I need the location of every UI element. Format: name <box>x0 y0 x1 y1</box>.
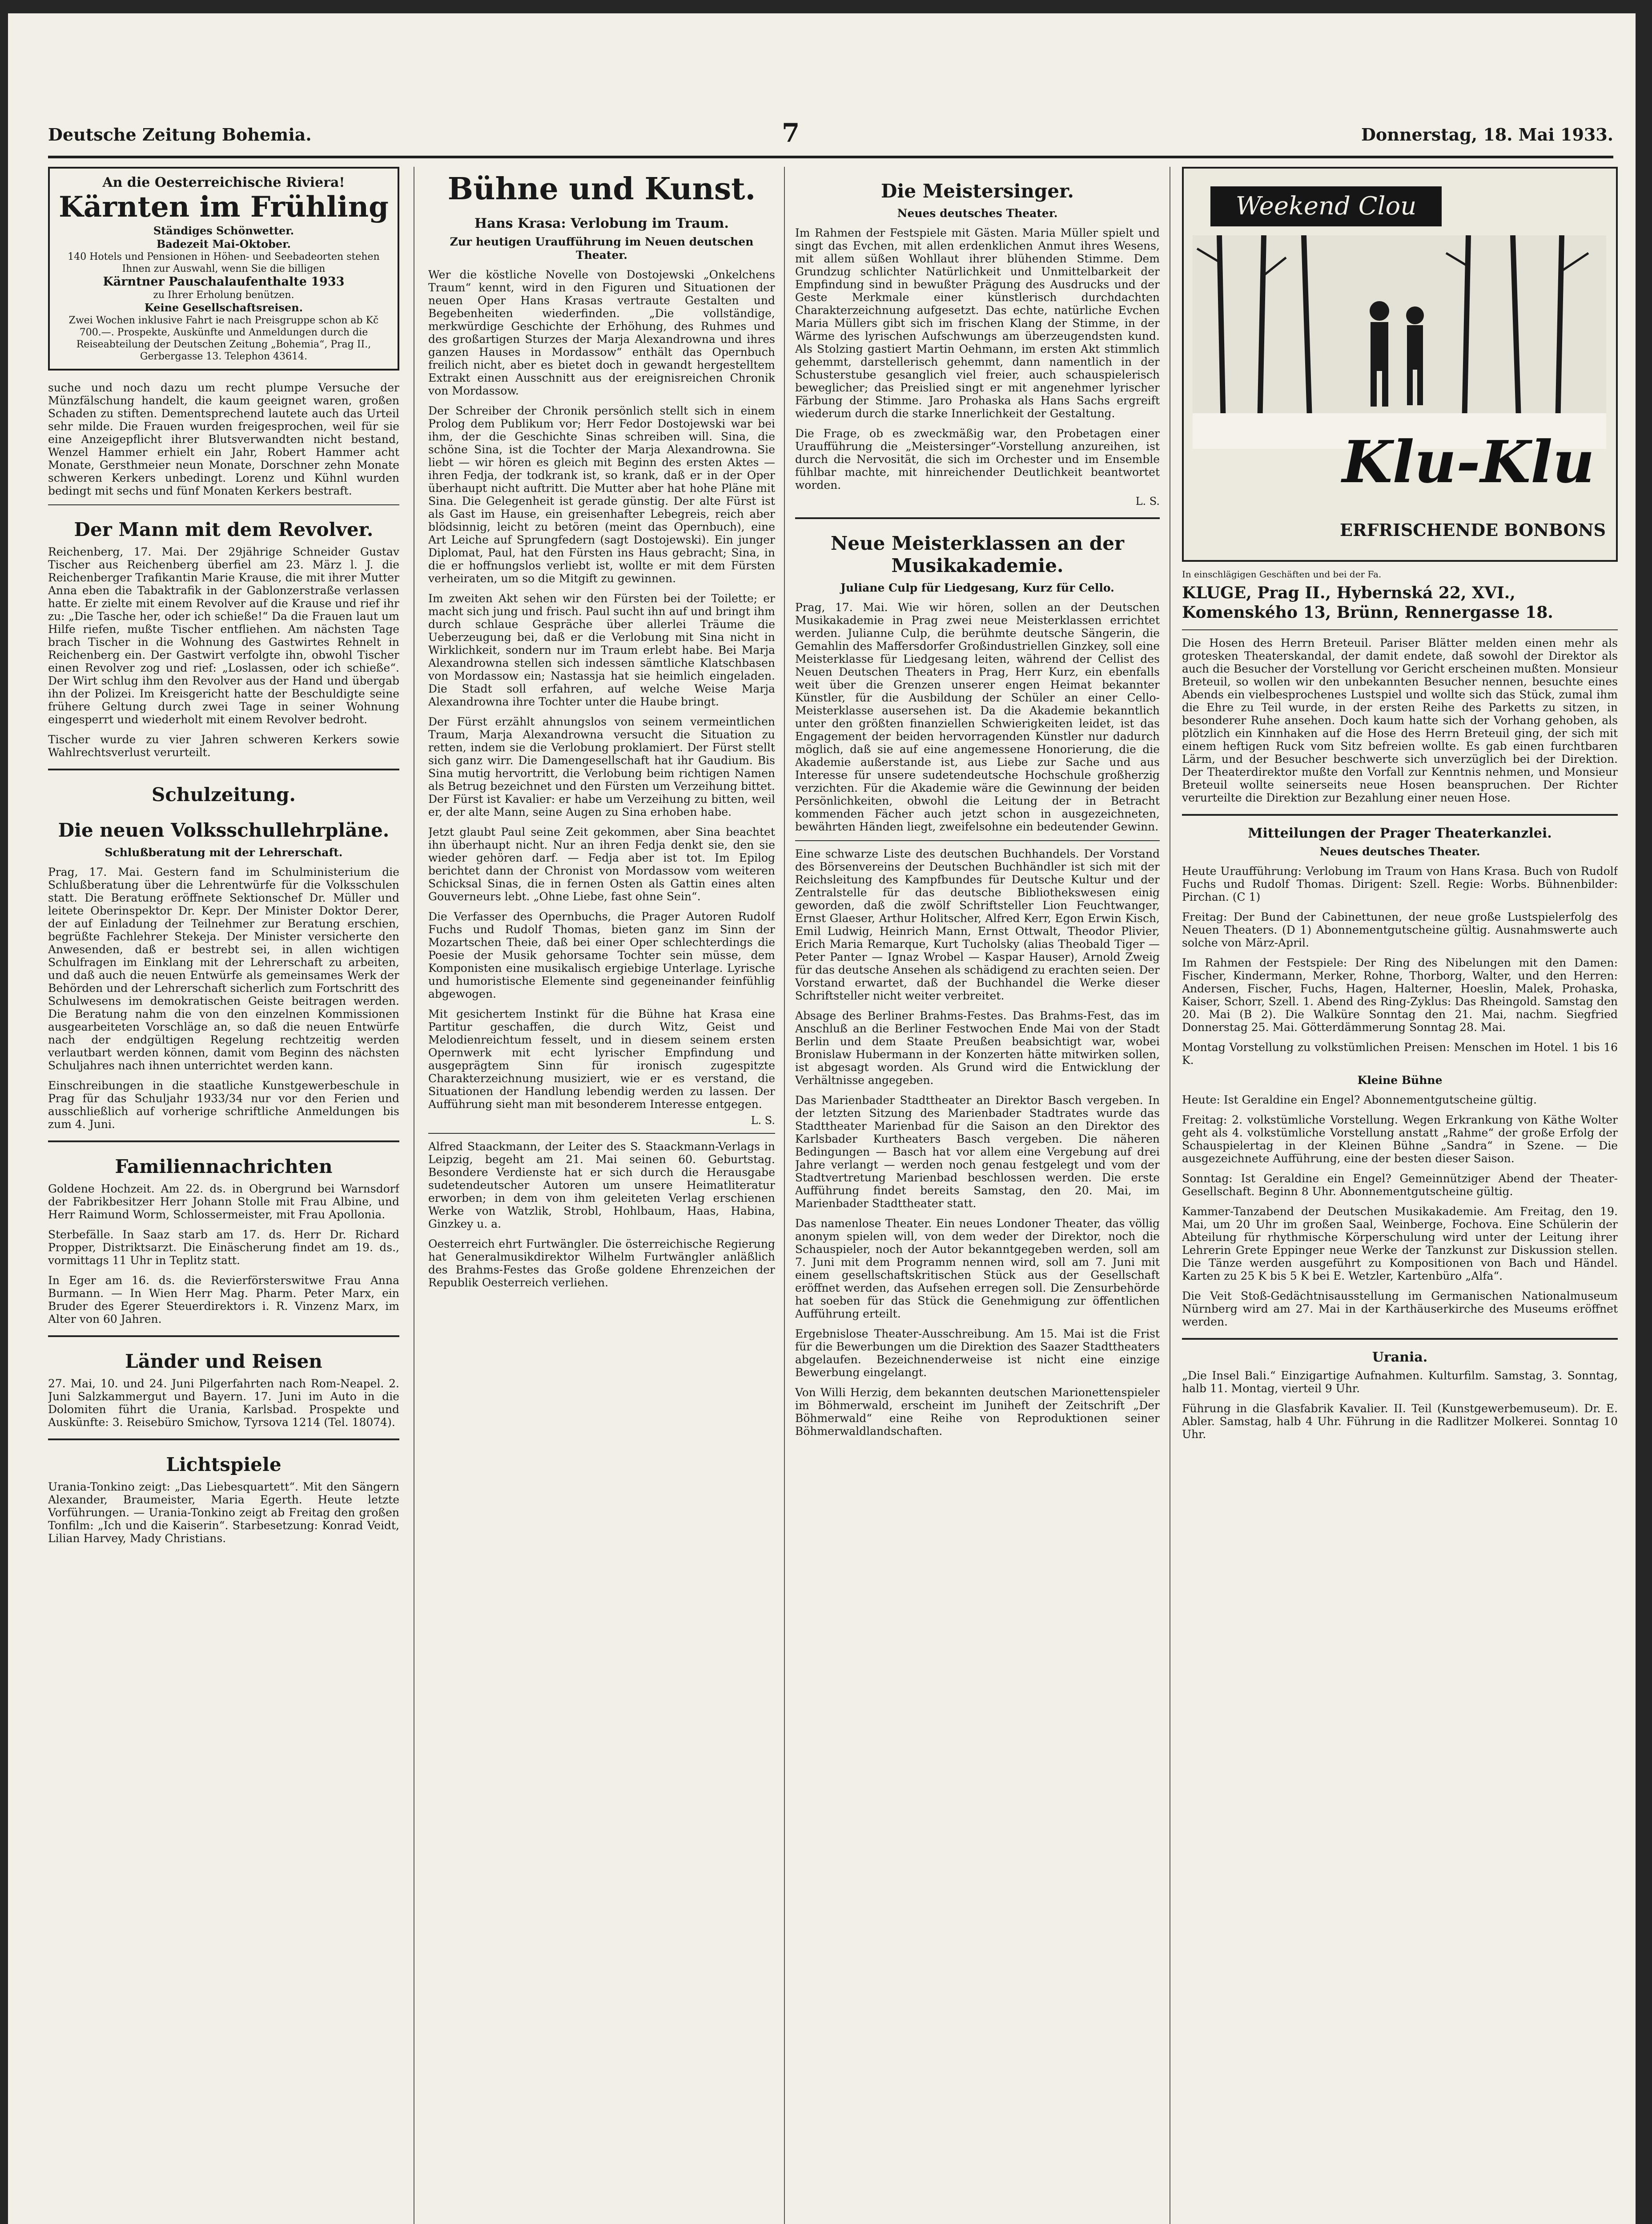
article-paragraph: Von Willi Herzig, dem bekannten deutschen Marionettenspieler im Böhmerwald, erscheint im Juniheft der Zeitschrift „Der Böhmerwald“ eine Reihe von Reproduktionen seiner Böhmerwaldlandschaften. <box>795 1386 1160 1438</box>
article-paragraph: Goldene Hochzeit. Am 22. ds. in Obergrund bei Warnsdorf der Fabrikbesitzer Herr Johann Stolle mit Frau Albine, und Herr Raimund Worm, Schlossermeister, mit Frau Apollonia. <box>48 1182 399 1221</box>
article-paragraph: Sterbefälle. In Saaz starb am 17. ds. Herr Dr. Richard Propper, Distriktsarzt. Die Einäscherung findet am 19. ds., vormittags 11 Uhr in Teplitz statt. <box>48 1228 399 1267</box>
article-paragraph: Kammer-Tanzabend der Deutschen Musikakademie. Am Freitag, den 19. Mai, um 20 Uhr im großen Saal, Weinberge, Fochova. Eine Schülerin der Abteilung für rhythmische Körperschulung wird unter der Leitung ihrer Lehrerin Grete Eppinger neue Werke der Tanzkunst zur Diskussion stellen. Die Tänze werden ausgeführt zu Kompositionen von Bach und Händel. Karten zu 25 K bis 5 K bei E. Wetzler, Kartenbüro „Alfa“. <box>1182 1205 1618 1282</box>
divider <box>795 517 1160 519</box>
newspaper-page <box>8 13 1636 2224</box>
ad-tagline: ERFRISCHENDE BONBONS <box>1339 520 1606 540</box>
article-paragraph: In Eger am 16. ds. die Revierförsterswitwe Frau Anna Burmann. — In Wien Herr Mag. Pharm. Peter Marx, ein Bruder des Egerer Steuerdirektors i. R. Vinzenz Marx, im Alter von 60 Jahren. <box>48 1274 399 1326</box>
article-heading: Die Meistersinger. <box>881 180 1074 202</box>
divider <box>48 1438 399 1440</box>
article-signature: L. S. <box>1135 495 1160 508</box>
article-paragraph: Die Frage, ob es zweckmäßig war, den Probetagen einer Uraufführung die „Meistersinger“-Vorstellung anzureihen, ist durch die Nervosität, die sich im Orchester und im Ensemble fühlbar machte, mit hinreichender Deutlichkeit beantwortet worden. <box>795 427 1160 492</box>
divider <box>428 1133 775 1134</box>
article-paragraph: Das namenlose Theater. Ein neues Londoner Theater, das völlig anonym spielen will, von dem weder der Direktor, noch die Schauspieler, noch der Autor bekanntgegeben werden, soll am 7. Juni mit dem Programm nennen wird, soll am 7. Juni mit einem gesellschaftskritischen Stück aus der Gesellschaft eröffnet werden, das Aufsehen erregen soll. Die Zensurbehörde hat soeben für das Stück die Genehmigung zur öffentlichen Aufführung erteilt. <box>795 1217 1160 1320</box>
ad-line: Ständiges Schönwetter. <box>153 224 294 237</box>
article-paragraph: Ergebnislose Theater-Ausschreibung. Am 15. Mai ist die Frist für die Bewerbungen um die Direktion des Saazer Stadttheaters abgelaufen. Bezeichnenderweise ist nicht eine einzige Bewerbung eingelangt. <box>795 1327 1160 1379</box>
article-heading: Mitteilungen der Prager Theaterkanzlei. <box>1248 826 1552 841</box>
article-paragraph: Der Schreiber der Chronik persönlich stellt sich in einem Prolog dem Publikum vor; Herr Fedor Dostojewski war bei ihm, der die Geschichte Sinas schreiben will. Sina, die schöne Sina, ist die Tochter der Marja Alexandrowna. Sie liebt — wir hören es gleich mit Beginn des ersten Aktes — ihren Fedja, der todkrank ist, so krank, daß er in der Oper überhaupt nicht auftritt. Die Mutter aber hat hohe Pläne mit Sina. Die Gelegenheit ist gerade günstig. Der alte Fürst ist als Gast im Hause, ein greisenhafter Lebegreis, reich aber blödsinnig, leicht zu betören (meint das Opernbuch), eine Art Leiche auf Sprungfedern (sagt Dostojewski). Ein junger Diplomat, Paul, hat den Fürsten ins Haus gebracht; Sina, in die er hoffnungslos verliebt ist, wollte er mit dem Fürsten verheiraten, um so die Mitgift zu gewinnen. <box>428 404 775 585</box>
article-paragraph: Freitag: Der Bund der Cabinettunen, der neue große Lustspielerfolg des Neuen Theaters. (D 1) Abonnementgutscheine gültig. Ausnahmswerte auch solche von März-April. <box>1182 911 1618 949</box>
article-paragraph: suche und noch dazu um recht plumpe Versuche der Münzfälschung handelt, die kaum geeignet waren, großen Schaden zu stiften. Dementsprechend lautete auch das Urteil sehr milde. Die Frauen wurden freigesprochen, weil für sie eine Anzeigepflicht ihrer Blutsverwandten nicht bestand, Wenzel Hammer erhielt ein Jahr, Robert Hammer acht Monate, Gersthmeier neun Monate, Dorschner zehn Monate schweren Kerkers unbedingt. Lorenz und Kühnl wurden bedingt mit sechs und fünf Monaten Kerkers bestraft. <box>48 381 399 497</box>
article-paragraph: Im Rahmen der Festspiele: Der Ring des Nibelungen mit den Damen: Fischer, Kindermann, Merker, Rohne, Thorborg, Walter, und den Herren: Andersen, Fischer, Fuchs, Hagen, Halterner, Hoeslin, Malek, Prohaska, Kaiser, Schorr, Szell. 1. Abend des Ring-Zyklus: Das Rheingold. Samstag den 20. Mai (B 2). Die Walküre Sonntag den 21. Mai, nachm. Siegfried Donnerstag 25. Mai. Götterdämmerung Sonntag 28. Mai. <box>1182 956 1618 1034</box>
divider <box>1182 814 1618 816</box>
article-subheading: Schlußberatung mit der Lehrerschaft. <box>105 846 343 859</box>
article-paragraph: Führung in die Glasfabrik Kavalier. II. Teil (Kunstgewerbemuseum). Dr. E. Abler. Samstag, halb 4 Uhr. Führung in die Radlitzer Molkerei. Sonntag 10 Uhr. <box>1182 1402 1618 1441</box>
article-heading: Die neuen Volksschullehrpläne. <box>58 819 390 841</box>
divider <box>1182 1338 1618 1340</box>
ad-line: Badezeit Mai-Oktober. <box>156 238 291 250</box>
ad-line: zu Ihrer Erholung benützen. <box>153 290 294 301</box>
article-paragraph: „Die Insel Bali.“ Einzigartige Aufnahmen. Kulturfilm. Samstag, 3. Sonntag, halb 11. Montag, vierteil 9 Uhr. <box>1182 1369 1618 1395</box>
article-heading: Hans Krasa: Verlobung im Traum. <box>474 216 729 231</box>
article-paragraph: Eine schwarze Liste des deutschen Buchhandels. Der Vorstand des Börsenvereins der Deutschen Buchhändler ist sich mit der Reichsleitung des Kampfbundes für Deutsche Kultur und der Zentralstelle für das deutsche Bibliothekswesen einig geworden, daß die zwölf Schriftsteller Lion Feuchtwanger, Ernst Glaeser, Arthur Holitscher, Alfred Kerr, Egon Erwin Kisch, Emil Ludwig, Heinrich Mann, Ernst Ottwalt, Theodor Plivier, Erich Maria Remarque, Kurt Tucholsky (alias Theobald Tiger — Peter Panter — Ignaz Wrobel — Kaspar Hauser), Arnold Zweig für das deutsche Ansehen als schädigend zu erachten seien. Der Vorstand erwartet, daß der Buchhandel die Werke dieser Schriftsteller nicht weiter verbreitet. <box>795 847 1160 1002</box>
divider <box>48 1140 399 1142</box>
ad-brand-name: Klu-Klu <box>1342 428 1595 496</box>
article-paragraph: Reichenberg, 17. Mai. Der 29jährige Schneider Gustav Tischer aus Reichenberg überfiel am 23. März l. J. die Reichenberger Trafikantin Marie Krause, die mit ihrer Mutter Anna eben die Tabaktrafik in der Gablonzerstraße verlassen hatte. Er zielte mit einem Revolver auf die Krause und rief ihr zu: „Die Tasche her, oder ich schieße!“ Da die Frauen laut um Hilfe riefen, mußte Tischer entfliehen. Am nächsten Tage brach Tischer in die Wohnung des Gastwirtes Rehnelt in Reichenberg ein. Der Gastwirt verfolgte ihn, obwohl Tischer einen Revolver zog und rief: „Loslassen, oder ich schieße“. Der Wirt schlug ihm den Revolver aus der Hand und übergab ihn der Polizei. Im Kreisgericht hatte der Beschuldigte seine frühere Geltung durch zwei Tage in seiner Wohnung eingesperrt und wiederholt mit einem Revolver bedroht. <box>48 545 399 726</box>
column-3 <box>795 167 1160 2224</box>
article-paragraph: Tischer wurde zu vier Jahren schweren Kerkers sowie Wahlrechtsverlust verurteilt. <box>48 733 399 759</box>
issue-date: Donnerstag, 18. Mai 1933. <box>1361 125 1613 145</box>
article-paragraph: Freitag: 2. volkstümliche Vorstellung. Wegen Erkrankung von Käthe Wolter geht als 4. volkstümliche Vorstellung anstatt „Rahme“ der große Erfolg der Schauspielertag in der Kleinen Bühne „Sandra“ in Szene. — Die ausgezeichnete Aufführung, eine der besten dieser Saison. <box>1182 1113 1618 1165</box>
article-paragraph: Der Fürst erzählt ahnungslos von seinem vermeintlichen Traum, Marja Alexandrowna versucht die Situation zu retten, indem sie die Verlobung proklamiert. Der Fürst stellt sich ganz wirr. Die Damengesellschaft hat ihr Gaudium. Bis Sina mutig hervortritt, die Verlobung beim richtigen Namen als Betrug bezeichnet und den Fürsten um Verzeihung bittet. Der Fürst ist Kavalier: er habe um Verzeihung zu bitten, weil er, der alte Mann, seine Augen zu Sina erhoben habe. <box>428 715 775 818</box>
article-subheading: Neues deutsches Theater. <box>897 207 1058 220</box>
column-2 <box>428 167 775 2224</box>
divider <box>795 840 1160 841</box>
ad-headline: Kärnten im Frühling <box>59 190 389 224</box>
divider <box>48 1335 399 1337</box>
ad-line: Kärntner Pauschalaufenthalte 1933 <box>103 275 345 289</box>
article-paragraph: Jetzt glaubt Paul seine Zeit gekommen, aber Sina beachtet ihn überhaupt nicht. Nur an ihren Fedja denkt sie, den sie wieder gehören darf. — Fedja aber ist tot. Im Epilog berichtet dann der Chronist von Mordassow vom weiteren Schicksal Sinas, die in fernen Osten als Gattin eines alten Gouverneurs lebt. „Ohne Liebe, fast ohne Sein“. <box>428 826 775 903</box>
ad-banner: Weekend Clou <box>1210 186 1442 226</box>
page-header <box>48 116 1613 158</box>
article-heading: Urania. <box>1372 1350 1428 1365</box>
ad-note: In einschlägigen Geschäften und bei der Fa. <box>1182 569 1382 580</box>
column-4 <box>1182 167 1618 2224</box>
article-paragraph: Mit gesichertem Instinkt für die Bühne hat Krasa eine Partitur geschaffen, die durch Witz, Geist und Melodienreichtum fesselt, und in diesem seinem ersten Opernwerk mit echt lyrischer Empfindung und ausgeprägtem Sinn für ironisch zugespitzte Charakterzeichnung musiziert, wie er es verstand, die Situationen der Handlung lebendig werden zu lassen. Der Aufführung sieht man mit besonderem Interesse entgegen. <box>428 1007 775 1111</box>
section-heading: Schulzeitung. <box>152 784 296 806</box>
article-paragraph: Oesterreich ehrt Furtwängler. Die österreichische Regierung hat Generalmusikdirektor Wilhelm Furtwängler anläßlich des Brahms-Festes das Große goldene Ehrenzeichen der Republik Oesterreich verliehen. <box>428 1237 775 1289</box>
ad-line: An die Oesterreichische Riviera! <box>102 175 345 190</box>
article-paragraph: Einschreibungen in die staatliche Kunstgewerbeschule in Prag für das Schuljahr 1933/34 nur vor den Ferien und ausschließlich auf vorherige schriftliche Anmeldungen bis zum 4. Juni. <box>48 1079 399 1131</box>
article-paragraph: Im Rahmen der Festspiele mit Gästen. Maria Müller spielt und singt das Evchen, mit allen erdenklichen Anmut ihres Wesens, mit allem süßen Wohllaut ihrer blühenden Stimme. Dem Grundzug schlichter Natürlichkeit und Unmittelbarkeit der Empfindung sind in bewußter Prägung des Ausdrucks und der Geste Merkmale einer künstlerisch durchdachten Charakterzeichnung aufgesetzt. Das echte, natürliche Evchen Maria Müllers gibt sich im frischen Klang der Stimme, in der Wärme des lyrischen Aufschwungs am überzeugendsten kund. Als Stolzing gastiert Martin Oehmann, im ersten Akt stimmlich gehemmt, darstellerisch gehemmt, dann namentlich in der Schusterstube gesanglich viel freier, auch schauspielerisch beweglicher; das Preislied singt er mit angenehmer lyrischer Färbung der Stimme. Jaro Prohaska als Hans Sachs ergreift wiederum durch die starke Innerlichkeit der Gestaltung. <box>795 226 1160 420</box>
ad-address: KLUGE, Prag II., Hybernská 22, XVI., Komenského 13, Brünn, Rennergasse 18. <box>1182 584 1553 622</box>
article-subheading: Juliane Culp für Liedgesang, Kurz für Cello. <box>840 581 1114 594</box>
divider <box>48 769 399 770</box>
article-paragraph: Alfred Staackmann, der Leiter des S. Staackmann-Verlags in Leipzig, begeht am 21. Mai seinen 60. Geburtstag. Besondere Verdienste hat er sich durch die Herausgabe sudetendeutscher Autoren um unsere Heimatliteratur erworben; in dem von ihm geleiteten Verlag erschienen Werke von Watzlik, Strobl, Hohlbaum, Haas, Habina, Ginzkey u. a. <box>428 1140 775 1230</box>
column-rule <box>784 167 785 2224</box>
column-1 <box>48 167 399 2224</box>
divider <box>1182 629 1618 630</box>
article-signature: L. S. <box>751 1114 775 1127</box>
article-subheading: Zur heutigen Uraufführung im Neuen deutschen Theater. <box>450 235 754 262</box>
article-paragraph: Das Marienbader Stadttheater an Direktor Basch vergeben. In der letzten Sitzung des Marienbader Stadtrates wurde das Stadttheater Marienbad für die Saison an den Direktor des Karlsbader Kurtheaters Basch vergeben. Die näheren Bedingungen — Basch hat vor allem eine Vergebung auf drei Jahre verlangt — werden noch genau festgelegt und vom der Stadtvertretung Marienbad beschlossen werden. Die erste Aufführung findet bereits Samstag, den 20. Mai, im Marienbader Stadttheater statt. <box>795 1094 1160 1210</box>
article-paragraph: Die Hosen des Herrn Breteuil. Pariser Blätter melden einen mehr als grotesken Theaterskandal, der damit endete, daß sowohl der Direktor als auch die Besucher der Vorstellung vor Gericht erscheinen mußten. Monsieur Breteuil, so wollen wir den unbekannten Besucher nennen, besuchte eines Abends ein vielbesprochenes Lustspiel und wollte sich das Stück, zumal ihm die Ehre zu Teil wurde, in der ersten Reihe des Parketts zu sitzen, in besonderer Ruhe ansehen. Doch kaum hatte sich der Vorhang gehoben, als plötzlich ein Kinnhaken auf die Hose des Herrn Breteuil ging, der sich mit einem heftigen Ruck vom Sitz befreien wollte. Es gab einen furchtbaren Lärm, und der Besucher beschwerte sich unverzüglich bei der Direktion. Der Theaterdirektor mußte den Vorfall zur Kenntnis nehmen, und Monsieur Breteuil wollte seinerseits neue Hosen beanspruchen. Der Richter verurteilte die Direktion zur Bezahlung einer neuen Hose. <box>1182 637 1618 804</box>
ad-line: Zwei Wochen inklusive Fahrt ie nach Preisgruppe schon ab Kč 700.—. Prospekte, Auskünfte und Anmeldungen durch die Reiseabteilung der Deutschen Zeitung „Bohemia“, Prag II., Gerbergasse 13. Telephon 43614. <box>68 315 379 362</box>
section-heading: Lichtspiele <box>166 1454 281 1475</box>
article-paragraph: Die Veit Stoß-Gedächtnisausstellung im Germanischen Nationalmuseum Nürnberg wird am 27. Mai in der Karthäuserkirche des Museums eröffnet werden. <box>1182 1289 1618 1328</box>
klu-klu-advertisement <box>1182 167 1618 562</box>
winter-trees-illustration <box>1193 235 1606 449</box>
article-paragraph: Wer die köstliche Novelle von Dostojewski „Onkelchens Traum“ kennt, wird in den Figuren und Situationen der neuen Oper Hans Krasas vertraute Gestalten und Begebenheiten wiederfinden. „Die vollständige, merkwürdige Geschichte der Erhöhung, des Ruhmes und des großartigen Sturzes der Marja Alexandrowna und ihres ganzen Hauses in Mordassow“ enthält das Opernbuch freilich nicht, aber es bietet doch in gewandt hergestelltem Extrakt einen Ausschnitt aus der ereignisreichen Chronik von Mordassow. <box>428 268 775 397</box>
article-paragraph: Sonntag: Ist Geraldine ein Engel? Gemeinnütziger Abend der Theater-Gesellschaft. Beginn 8 Uhr. Abonnementgutscheine gültig. <box>1182 1172 1618 1198</box>
article-paragraph: Urania-Tonkino zeigt: „Das Liebesquartett“. Mit den Sängern Alexander, Braumeister, Maria Egerth. Heute letzte Vorführungen. — Urania-Tonkino zeigt ab Freitag den großen Tonfilm: „Ich und die Kaiserin“. Starbesetzung: Konrad Veidt, Lilian Harvey, Mady Christians. <box>48 1480 399 1545</box>
page-number: 7 <box>782 118 800 148</box>
article-paragraph: Absage des Berliner Brahms-Festes. Das Brahms-Fest, das im Anschluß an die Berliner Festwochen Ende Mai von der Stadt Berlin und dem Staate Preußen beabsichtigt war, wobei Bronislaw Hubermann in der Konzerten hätte mitwirken sollen, ist abgesagt worden. Als Grund wird die Entwicklung der Verhältnisse angegeben. <box>795 1009 1160 1087</box>
kaernten-advertisement <box>48 167 399 371</box>
article-paragraph: Im zweiten Akt sehen wir den Fürsten bei der Toilette; er macht sich jung und frisch. Paul sucht ihn auf und bringt ihm durch schlaue Gespräche über allerlei Träume die Ueberzeugung bei, daß er die Verlobung mit Sina nicht in Wirklichkeit, sondern nur im Traum erlebt habe. Bei Marja Alexandrowna stellen sich indessen sämtliche Klatschbasen von Mordassow ein; Nastassja hat sie heimlich eingeladen. Die Stadt soll erfahren, auf welche Weise Marja Alexandrowna ihre Tochter unter die Haube bringt. <box>428 592 775 708</box>
paper-name: Deutsche Zeitung Bohemia. <box>48 125 312 145</box>
section-heading: Familiennachrichten <box>115 1156 333 1177</box>
section-heading: Länder und Reisen <box>125 1350 322 1372</box>
article-paragraph: Prag, 17. Mai. Wie wir hören, sollen an der Deutschen Musikakademie in Prag zwei neue Meisterklassen errichtet werden. Julianne Culp, die berühmte deutsche Sängerin, die Gemahlin des Maffersdorfer Großindustriellen Ginzkey, soll eine Meisterklasse für Liedgesang leiten, während der Cellist des Neuen Deutschen Theaters in Prag, Herr Kurz, ein ebenfalls weit über die Grenzen unserer engen Heimat bekannter Künstler, für die Ausbildung der Schüler an einer Cello-Meisterklasse ausersehen ist. Da die Akademie bekanntlich unter den größten finanziellen Schwierigkeiten leidet, ist das Engagement der beiden hervorragenden Künstler nur dadurch möglich, daß sie auf eine angemessene Honorierung, die die Akademie außerstande ist, aus Liebe zur Sache und aus Interesse für unsere sudetendeutsche Hochschule großherzig verzichten. Für die Akademie wäre die Gewinnung der beiden Persönlichkeiten, obwohl die Leitung der in Betracht kommenden Fächer auch jetzt schon in ausgezeichneten, bewährten Händen liegt, zweifelsohne ein bedeutender Gewinn. <box>795 601 1160 833</box>
article-paragraph: Heute Uraufführung: Verlobung im Traum von Hans Krasa. Buch von Rudolf Fuchs und Rudolf Thomas. Dirigent: Szell. Regie: Worbs. Bühnenbilder: Pirchan. (C 1) <box>1182 865 1618 903</box>
section-heading: Bühne und Kunst. <box>447 171 756 207</box>
ad-line: Keine Gesellschaftsreisen. <box>144 301 303 314</box>
article-paragraph: Heute: Ist Geraldine ein Engel? Abonnementgutscheine gültig. <box>1182 1093 1537 1106</box>
article-paragraph: Die Verfasser des Opernbuchs, die Prager Autoren Rudolf Fuchs und Rudolf Thomas, bieten ganz im Sinn der Mozartschen Theie, daß bei einer Oper schlechterdings die Poesie der Musik gehorsame Tochter sein müsse, dem Komponisten eine musikalisch ergiebige Unterlage. Lyrische und humoristische Elemente sind gegeneinander feinfühlig abgewogen. <box>428 910 775 1000</box>
article-heading: Der Mann mit dem Revolver. <box>74 519 374 540</box>
divider <box>48 504 399 505</box>
ad-line: 140 Hotels und Pensionen in Höhen- und Seebadeorten stehen Ihnen zur Auswahl, wenn Sie die billigen <box>68 251 380 274</box>
article-heading: Neue Meisterklassen an der Musikakademie. <box>830 532 1125 576</box>
article-paragraph: 27. Mai, 10. und 24. Juni Pilgerfahrten nach Rom-Neapel. 2. Juni Salzkammergut und Bayern. 17. Juni im Auto in die Dolomiten führt die Urania, Karlsbad. Prospekte und Auskünfte: 3. Reisebüro Smichow, Tyrsova 1214 (Tel. 18074). <box>48 1377 399 1429</box>
article-subheading: Neues deutsches Theater. <box>1319 845 1480 858</box>
article-subheading: Kleine Bühne <box>1357 1074 1443 1087</box>
article-paragraph: Montag Vorstellung zu volkstümlichen Preisen: Menschen im Hotel. 1 bis 16 K. <box>1182 1041 1618 1067</box>
article-paragraph: Prag, 17. Mai. Gestern fand im Schulministerium die Schlußberatung über die Lehrentwürfe für die Volksschulen statt. Die Beratung eröffnete Sektionschef Dr. Müller und leitete Oberinspektor Dr. Kepr. Der Minister Doktor Derer, der auf Einladung der Teilnehmer zur Beratung erschien, begrüßte Fachlehrer Stekeja. Der Minister versicherte den Anwesenden, daß er bestrebt sei, in allen wichtigen Schulfragen im Einklang mit der Lehrerschaft zu arbeiten, und daß auch die neuen Entwürfe als gemeinsames Werk der Behörden und der Lehrerschaft sicherlich zum Fortschritt des Schulwesens im demokratischen Geiste beitragen werden. Die Beratung nahm die von den einzelnen Kommissionen ausgearbeiteten Vorschläge an, so daß die neuen Entwürfe nach der endgültigen Regelung rechtzeitig werden verlautbart werden können, damit vom Beginn des nächsten Schuljahres nach ihnen unterrichtet werden kann. <box>48 866 399 1072</box>
